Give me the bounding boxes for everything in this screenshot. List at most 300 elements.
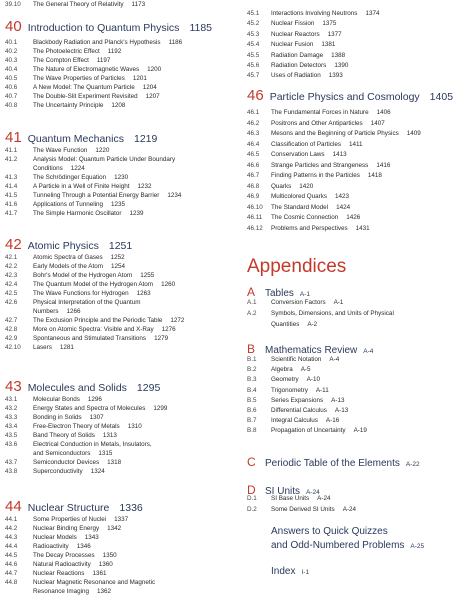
section-title: Propagation of Uncertainty xyxy=(271,427,346,435)
section-title-line xyxy=(33,192,181,200)
section-title: Algebra xyxy=(271,366,293,374)
section-title: The Wave Functions for Hydrogen xyxy=(33,290,129,297)
section-number: 45.3 xyxy=(247,30,260,38)
page-number: 1260 xyxy=(161,281,176,288)
appendix-letter: C xyxy=(247,455,256,469)
section-title-cont: and Semiconductors xyxy=(33,450,91,457)
page-number: 1230 xyxy=(114,174,129,181)
section-title: Classification of Particles xyxy=(271,140,341,148)
page-number: A-24 xyxy=(342,506,357,513)
page-number: 1360 xyxy=(98,561,113,568)
section-number: 41.5 xyxy=(5,192,18,199)
section-number: 42.6 xyxy=(5,299,18,306)
section-number: 40.4 xyxy=(5,66,18,73)
section-title: SI Base Units xyxy=(271,495,310,502)
answers-heading[interactable] xyxy=(271,526,388,537)
section-number: B.3 xyxy=(247,376,257,384)
appendix-letter: D xyxy=(247,483,256,497)
page-number: 1299 xyxy=(153,405,168,412)
chapter-heading[interactable] xyxy=(5,498,143,516)
section-title-continued xyxy=(33,308,81,316)
section-number: 39.10 xyxy=(5,1,21,8)
section-number: 40.1 xyxy=(5,39,18,46)
page-number: 1413 xyxy=(332,151,347,158)
page-number: A-11 xyxy=(315,386,329,394)
section-title-line xyxy=(33,405,167,413)
section-number: 43.5 xyxy=(5,432,18,439)
section-number: D.1 xyxy=(247,495,257,502)
chapter-title: Molecules and Solids xyxy=(27,382,127,394)
section-title-line xyxy=(33,84,157,92)
section-title: Nuclear Models xyxy=(33,534,77,541)
appendix-title: Mathematics Review xyxy=(265,345,358,356)
section-title-line xyxy=(271,506,356,514)
section-title-line xyxy=(33,290,151,298)
section-title: Applications of Tunneling xyxy=(33,201,104,208)
section-title-line xyxy=(33,272,154,280)
section-title-line xyxy=(271,204,350,212)
section-number: 46.4 xyxy=(247,140,260,148)
section-title-line xyxy=(33,93,160,101)
section-title-line xyxy=(33,201,125,209)
page-number: 1173 xyxy=(131,1,146,8)
section-number: 43.2 xyxy=(5,405,18,412)
section-title-line xyxy=(271,427,367,435)
appendix-page: A-22 xyxy=(405,461,420,468)
section-number: 45.5 xyxy=(247,51,260,59)
page-number: 1318 xyxy=(107,459,122,466)
section-title: Nuclear Reactions xyxy=(33,570,85,577)
answers-title-line2: and Odd-Numbered Problems xyxy=(271,540,405,551)
section-title: Superconductivity xyxy=(33,468,83,475)
section-title-line xyxy=(33,57,110,65)
page-number: 1407 xyxy=(370,119,385,127)
chapter-title: Quantum Mechanics xyxy=(27,133,124,145)
section-title-line xyxy=(33,66,161,74)
section-title-line xyxy=(271,31,342,39)
page-number: 1324 xyxy=(90,468,105,475)
index-page: I-1 xyxy=(301,569,310,576)
section-title: Nuclear Magnetic Resonance and Magnetic xyxy=(33,579,156,586)
section-title: The Standard Model xyxy=(271,203,329,211)
answers-title-line1: Answers to Quick Quizzes xyxy=(271,526,388,537)
page-number: 1393 xyxy=(328,72,343,80)
section-number: 46.7 xyxy=(247,172,260,179)
section-title: Mesons and the Beginning of Particle Physics xyxy=(271,130,399,137)
section-number: 42.2 xyxy=(5,263,18,270)
page-number: 1239 xyxy=(129,210,144,217)
index-heading[interactable] xyxy=(271,566,309,577)
chapter-heading[interactable] xyxy=(5,129,157,147)
section-title-line xyxy=(33,516,128,524)
section-number: 44.1 xyxy=(5,516,18,523)
appendix-page: A-24 xyxy=(306,489,320,496)
page-number: 1192 xyxy=(107,48,122,55)
page-number: 1296 xyxy=(87,396,102,403)
section-number: 43.8 xyxy=(5,468,18,475)
section-title: The Simple Harmonic Oscillator xyxy=(33,210,122,217)
section-title-line xyxy=(271,225,370,233)
section-title-line xyxy=(33,414,104,422)
section-title: Strange Particles and Strangeness xyxy=(271,161,369,169)
page-number: 1346 xyxy=(76,543,91,550)
section-title-line xyxy=(271,495,330,503)
page-number: 1388 xyxy=(331,51,346,59)
section-number: 46.9 xyxy=(247,193,260,200)
section-number: 45.1 xyxy=(247,10,260,17)
page-number: 1307 xyxy=(89,414,104,421)
section-number: A.1 xyxy=(247,299,257,306)
section-title-line xyxy=(33,459,121,467)
section-title: Positrons and Other Antiparticles xyxy=(271,119,363,127)
chapter-number: 44 xyxy=(5,498,22,515)
section-title-line xyxy=(33,299,140,307)
section-number: 44.7 xyxy=(5,570,18,577)
chapter-heading[interactable] xyxy=(5,18,212,36)
section-title: The Exclusion Principle and the Periodic Table xyxy=(33,317,163,324)
section-number: 41.7 xyxy=(5,210,18,217)
page-number: 1272 xyxy=(170,317,185,324)
chapter-page: 1336 xyxy=(119,502,143,514)
section-title-line xyxy=(271,376,320,384)
section-title-line xyxy=(271,52,345,60)
section-title: Nuclear Reactors xyxy=(271,30,320,38)
page-number: 1252 xyxy=(110,254,125,261)
appendices-title: Appendices xyxy=(247,256,347,277)
section-number: 46.11 xyxy=(247,214,263,221)
section-title: The Cosmic Connection xyxy=(271,214,339,221)
appendix-title: Periodic Table of the Elements xyxy=(265,458,400,469)
section-title: The General Theory of Relativity xyxy=(33,1,124,8)
page-number: 1374 xyxy=(365,10,380,17)
page-number: 1411 xyxy=(349,140,363,148)
section-title-line xyxy=(271,397,344,405)
page-number: 1235 xyxy=(111,201,126,208)
section-number: 44.4 xyxy=(5,543,18,550)
chapter-heading[interactable] xyxy=(5,236,132,254)
section-number: B.8 xyxy=(247,427,257,435)
section-number: 46.2 xyxy=(247,119,260,127)
section-title: Electrical Conduction in Metals, Insulators, xyxy=(33,441,152,448)
section-title-cont: Conditions xyxy=(33,165,63,172)
page-number: 1281 xyxy=(59,344,74,351)
page-number: A-13 xyxy=(331,396,345,404)
section-title: Band Theory of Solids xyxy=(33,432,95,439)
section-title-line xyxy=(33,156,175,164)
page-number: 1416 xyxy=(376,161,391,169)
section-title: Radiation Detectors xyxy=(271,62,327,69)
section-number: 42.3 xyxy=(5,272,18,279)
section-title: Conversion Factors xyxy=(271,299,326,306)
chapter-heading[interactable] xyxy=(5,378,160,396)
section-title-line xyxy=(33,147,109,155)
section-title: The Decay Processes xyxy=(33,552,95,559)
section-number: 42.1 xyxy=(5,254,18,261)
section-title-line xyxy=(271,151,347,159)
section-title: Bohr's Model of the Hydrogen Atom xyxy=(33,272,133,279)
section-number: D.2 xyxy=(247,506,257,513)
section-title: Natural Radioactivity xyxy=(33,561,91,568)
section-number: 44.3 xyxy=(5,534,18,541)
appendix-title: SI Units xyxy=(265,486,301,497)
section-title-line xyxy=(33,174,128,182)
section-title-continued xyxy=(33,165,85,173)
section-number: 44.6 xyxy=(5,561,18,568)
section-title: Blackbody Radiation and Planck's Hypothesis xyxy=(33,39,161,46)
section-number: 46.6 xyxy=(247,161,260,169)
page-number: 1420 xyxy=(299,182,314,190)
section-number: B.6 xyxy=(247,407,257,414)
section-title: Nuclear Binding Energy xyxy=(33,525,100,532)
section-title-line xyxy=(271,41,335,49)
page-number: 1224 xyxy=(70,165,85,172)
section-title: Lasers xyxy=(33,344,52,351)
page-number: 1207 xyxy=(145,93,160,100)
section-number: 44.2 xyxy=(5,525,18,532)
page-number: A-19 xyxy=(353,427,367,435)
section-title: The Double-Slit Experiment Revisited xyxy=(33,93,138,100)
page-number: 1186 xyxy=(168,39,183,46)
section-number: 43.7 xyxy=(5,459,18,466)
section-title-line xyxy=(33,468,105,476)
section-number: B.4 xyxy=(247,386,257,394)
page-number: 1263 xyxy=(136,290,151,297)
section-number: B.1 xyxy=(247,356,257,363)
chapter-page: 1405 xyxy=(429,91,454,103)
page-number: 1426 xyxy=(346,214,361,221)
section-title-line xyxy=(33,1,145,9)
section-title-line xyxy=(271,299,343,307)
page-number: 1197 xyxy=(96,57,111,64)
page-number: 1232 xyxy=(137,183,152,190)
section-number: 40.5 xyxy=(5,75,18,82)
section-title-line xyxy=(33,335,168,343)
section-number: 45.7 xyxy=(247,72,260,80)
section-title-line xyxy=(271,141,363,149)
section-title: Series Expansions xyxy=(271,396,324,404)
page-number: 1220 xyxy=(95,147,110,154)
section-title: Semiconductor Devices xyxy=(33,459,100,466)
appendix-letter: B xyxy=(247,342,256,356)
section-title: The Wave Properties of Particles xyxy=(33,75,125,82)
section-title-line xyxy=(271,109,391,117)
chapter-page: 1251 xyxy=(108,240,133,252)
section-title-line xyxy=(33,570,106,578)
chapter-title: Particle Physics and Cosmology xyxy=(269,91,420,103)
section-title-line xyxy=(33,534,99,542)
page-number: 1406 xyxy=(376,109,391,116)
section-title-line xyxy=(271,162,390,170)
section-number: 40.2 xyxy=(5,48,18,55)
answers-heading-line2[interactable] xyxy=(271,540,424,551)
section-title-line xyxy=(33,543,91,551)
section-title: A Particle in a Well of Finite Height xyxy=(33,183,130,190)
chapter-heading[interactable] xyxy=(247,87,453,105)
section-title: Energy States and Spectra of Molecules xyxy=(33,405,146,412)
section-title: The Nature of Electromagnetic Waves xyxy=(33,66,140,73)
page-number: A-24 xyxy=(317,495,331,502)
appendix-page: A-1 xyxy=(299,291,311,298)
page-number: A-2 xyxy=(307,321,318,328)
section-number: 40.7 xyxy=(5,93,18,100)
page-number: 1342 xyxy=(107,525,122,532)
page-number: A-4 xyxy=(329,356,340,363)
section-number: 46.8 xyxy=(247,182,260,190)
section-number: 44.5 xyxy=(5,552,18,559)
section-number: 42.4 xyxy=(5,281,18,288)
section-title-line xyxy=(33,281,175,289)
section-title-line xyxy=(271,193,349,201)
chapter-number: 42 xyxy=(5,236,22,253)
section-title-line xyxy=(271,366,311,374)
page-number: 1315 xyxy=(98,450,113,457)
section-title-line xyxy=(271,120,385,128)
section-number: 42.7 xyxy=(5,317,18,324)
section-number: 40.6 xyxy=(5,84,18,91)
section-title: Atomic Spectra of Gases xyxy=(33,254,103,261)
section-title: The Schrödinger Equation xyxy=(33,174,107,181)
section-title-line xyxy=(33,432,117,440)
section-number: B.7 xyxy=(247,417,257,425)
chapter-number: 40 xyxy=(5,18,22,35)
section-title: Spontaneous and Stimulated Transitions xyxy=(33,335,147,342)
page-number: 1423 xyxy=(335,193,350,200)
page-number: 1266 xyxy=(66,308,81,315)
chapter-number: 46 xyxy=(247,87,264,104)
section-title: The Wave Function xyxy=(33,147,88,154)
chapter-title: Nuclear Structure xyxy=(27,502,110,514)
section-number: 46.12 xyxy=(247,224,263,232)
section-title-line xyxy=(271,183,313,191)
page-number: 1424 xyxy=(336,203,351,211)
section-number: 46.5 xyxy=(247,151,260,158)
page-number: 1313 xyxy=(102,432,117,439)
section-number: 42.10 xyxy=(5,344,21,351)
section-number: 40.8 xyxy=(5,102,18,109)
page-number: 1350 xyxy=(102,552,117,559)
section-title-line xyxy=(33,441,152,449)
answers-page: A-25 xyxy=(410,543,425,550)
page-number: 1381 xyxy=(321,41,336,49)
section-title: Nuclear Fission xyxy=(271,20,315,28)
section-title: Nuclear Fusion xyxy=(271,41,314,49)
section-number: A.2 xyxy=(247,310,257,317)
section-title-line xyxy=(271,407,348,415)
chapter-page: 1185 xyxy=(189,22,213,34)
section-title: Quarks xyxy=(271,182,292,190)
section-title-cont: Resonance Imaging xyxy=(33,588,90,595)
section-title-line xyxy=(271,356,339,364)
appendix-heading[interactable] xyxy=(247,453,420,471)
section-number: 41.4 xyxy=(5,183,18,190)
section-title-line xyxy=(33,326,176,334)
appendix-letter: A xyxy=(247,285,256,299)
page-number: A-5 xyxy=(300,366,311,374)
page-number: 1234 xyxy=(167,192,182,199)
section-title: Analysis Model: Quantum Particle Under Boundary xyxy=(33,156,176,163)
section-title-line xyxy=(33,183,152,191)
section-title-line xyxy=(33,263,125,271)
section-title: The Quantum Model of the Hydrogen Atom xyxy=(33,281,154,288)
section-title-line xyxy=(33,210,144,218)
section-number: 43.6 xyxy=(5,441,18,448)
section-number: 41.6 xyxy=(5,201,18,208)
page-number: 1390 xyxy=(334,62,349,69)
section-title-line xyxy=(33,254,125,262)
section-title: Symbols, Dimensions, and Units of Physical xyxy=(271,310,394,317)
page-number: A-1 xyxy=(333,299,344,306)
section-title: A New Model: The Quantum Particle xyxy=(33,84,135,91)
section-title: Interactions Involving Neutrons xyxy=(271,10,358,17)
section-number: 41.2 xyxy=(5,156,18,163)
section-number: 42.9 xyxy=(5,335,18,342)
section-number: 42.8 xyxy=(5,326,18,333)
section-title: Uses of Radiation xyxy=(271,72,321,80)
section-number: B.5 xyxy=(247,396,257,404)
appendix-title: Tables xyxy=(265,288,294,299)
page-number: 1201 xyxy=(132,75,147,82)
section-title-line xyxy=(33,48,121,56)
section-number: 45.6 xyxy=(247,62,260,69)
section-title-cont: Quantities xyxy=(271,321,300,328)
chapter-page: 1295 xyxy=(136,382,161,394)
section-title-line xyxy=(33,75,147,83)
section-title-line xyxy=(33,317,184,325)
section-title: Problems and Perspectives xyxy=(271,224,348,232)
section-number: 46.10 xyxy=(247,203,263,211)
section-title-line xyxy=(33,102,125,110)
page-number: 1310 xyxy=(127,423,142,430)
section-number: 41.3 xyxy=(5,174,18,181)
section-title-line xyxy=(271,130,421,138)
section-title: The Fundamental Forces in Nature xyxy=(271,109,369,116)
section-title-line xyxy=(271,321,317,329)
section-title: Finding Patterns in the Particles xyxy=(271,172,360,179)
section-title: Physical Interpretation of the Quantum xyxy=(33,299,141,306)
page-number: A-10 xyxy=(306,376,320,384)
section-title: Differential Calculus xyxy=(271,407,327,414)
section-title: The Photoelectric Effect xyxy=(33,48,100,55)
chapter-title: Introduction to Quantum Physics xyxy=(27,22,180,34)
page-number: 1418 xyxy=(367,172,382,179)
page-number: 1343 xyxy=(84,534,99,541)
section-title-line xyxy=(271,172,382,180)
section-title: Some Derived SI Units xyxy=(271,506,335,513)
chapter-page: 1219 xyxy=(133,133,158,145)
section-title-line xyxy=(33,423,142,431)
page-number: 1255 xyxy=(140,272,155,279)
section-title: Early Models of the Atom xyxy=(33,263,103,270)
section-title-line xyxy=(271,62,348,70)
page-number: 1276 xyxy=(161,326,176,333)
page-number: 1337 xyxy=(114,516,129,523)
index-title: Index xyxy=(271,566,296,577)
section-title: Radioactivity xyxy=(33,543,69,550)
section-title: The Uncertainty Principle xyxy=(33,102,104,109)
chapter-number: 41 xyxy=(5,129,22,146)
page-number: 1208 xyxy=(111,102,126,109)
section-title: Multicolored Quarks xyxy=(271,193,327,200)
section-title-line xyxy=(271,214,360,222)
section-number: 44.8 xyxy=(5,579,18,586)
section-title: Bonding in Solids xyxy=(33,414,82,421)
section-title-cont: Numbers xyxy=(33,308,59,315)
section-title-line xyxy=(271,387,329,395)
section-number: 42.5 xyxy=(5,290,18,297)
page-number: 1362 xyxy=(97,588,112,595)
section-number: 43.4 xyxy=(5,423,18,430)
section-title: Scientific Notation xyxy=(271,356,322,363)
